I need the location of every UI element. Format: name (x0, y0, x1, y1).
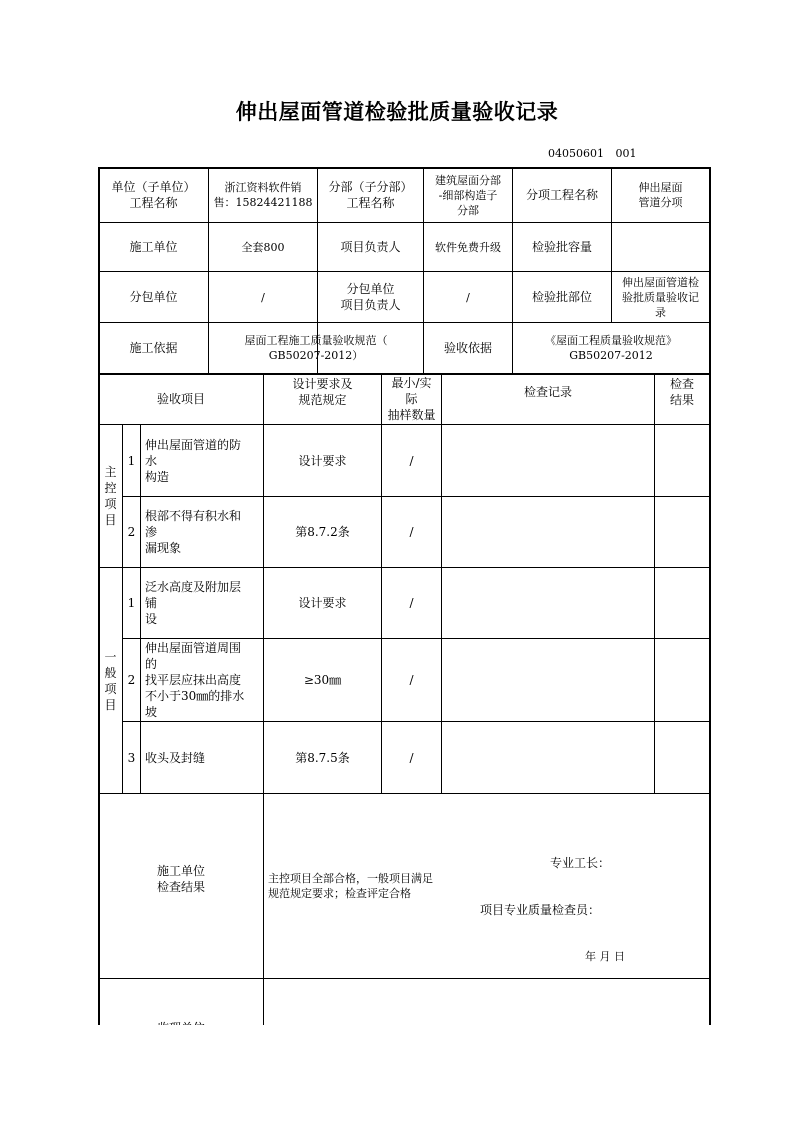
row-number: 1 (127, 596, 136, 610)
row-number: 2 (127, 525, 136, 539)
row-number: 1 (127, 453, 136, 468)
pm-value: 软件免费升级 (435, 240, 501, 254)
sub-division-value: 建筑屋面分部 -细部构造子 分部 (435, 173, 501, 217)
sub-pm-value: / (466, 290, 470, 304)
inspector-label: 项目专业质量检查员： (479, 903, 600, 917)
col-result: 检查 结果 (669, 377, 694, 407)
row-design: 设计要求 (298, 453, 347, 468)
row-item: 收头及封缝 (145, 750, 206, 765)
row-sample: / (409, 453, 414, 468)
row-design: 第8.7.2条 (295, 525, 350, 539)
row-design: 第8.7.5条 (295, 750, 350, 765)
row-design: ≥30㎜ (303, 673, 342, 687)
record-seq: 001 (615, 147, 637, 160)
col-record: 检查记录 (523, 385, 572, 399)
item-value: 伸出屋面 管道分项 (638, 181, 683, 209)
date-label: 年 月 日 (585, 949, 625, 963)
accept-basis-label: 验收依据 (443, 341, 492, 355)
row-item: 伸出屋面管道周围 的 找平层应抹出高度 不小于30㎜的排水 坡 (145, 641, 245, 719)
part-value: 伸出屋面管道检 验批质量验收记 录 (622, 275, 699, 319)
basis-value: 屋面工程施工质量验收规范（ GB50207-2012） (244, 334, 388, 362)
sub-division-label: 分部（子分部） 工程名称 (328, 180, 413, 210)
item-label: 分项工程名称 (525, 188, 598, 202)
unit-label: 单位（子单位） 工程名称 (111, 180, 196, 210)
constructor-value: 全套800 (241, 240, 285, 254)
row-sample: / (409, 525, 414, 539)
check-text: 主控项目全部合格，一般项目满足 规范规定要求；检查评定合格 (268, 872, 433, 900)
row-number: 2 (127, 673, 136, 687)
pm-label: 项目负责人 (340, 240, 401, 254)
subcontractor-value: / (261, 290, 265, 304)
basis-label: 施工依据 (129, 341, 178, 355)
main-group-label: 主 控 项 目 (104, 465, 117, 527)
col-item: 验收项目 (156, 392, 205, 406)
page-title: 伸出屋面管道检验批质量验收记录 (235, 99, 559, 124)
row-item: 泛水高度及附加层 铺 设 (145, 580, 242, 626)
capacity-label: 检验批容量 (531, 240, 592, 254)
row-number: 3 (127, 750, 136, 765)
part-label: 检验批部位 (531, 290, 592, 304)
constructor-label: 施工单位 (129, 240, 178, 254)
row-sample: / (409, 673, 414, 687)
row-item: 根部不得有积水和 渗 漏现象 (145, 509, 242, 555)
row-item: 伸出屋面管道的防 水 构造 (145, 437, 242, 484)
col-sample: 最小/实 际 抽样数量 (387, 376, 436, 422)
row-sample: / (409, 596, 414, 610)
capacity-value (612, 223, 709, 271)
unit-value: 浙江资料软件销 售：15824421188 (213, 181, 313, 209)
foreman-label: 专业工长： (549, 856, 610, 870)
col-design: 设计要求及 规范规定 (292, 377, 353, 407)
row-design: 设计要求 (298, 596, 347, 610)
subcontractor-label: 分包单位 (129, 290, 178, 304)
general-group-label: 一 般 项 目 (104, 649, 117, 712)
record-number: 04050601 (548, 147, 604, 160)
row-sample: / (409, 750, 414, 765)
record-code (548, 147, 645, 160)
accept-basis-value: 《屋面工程质量验收规范》 GB50207-2012 (545, 334, 677, 362)
check-label: 施工单位 检查结果 (156, 864, 205, 894)
page-bottom (0, 1025, 794, 1123)
sub-pm-label: 分包单位 项目负责人 (340, 282, 401, 312)
